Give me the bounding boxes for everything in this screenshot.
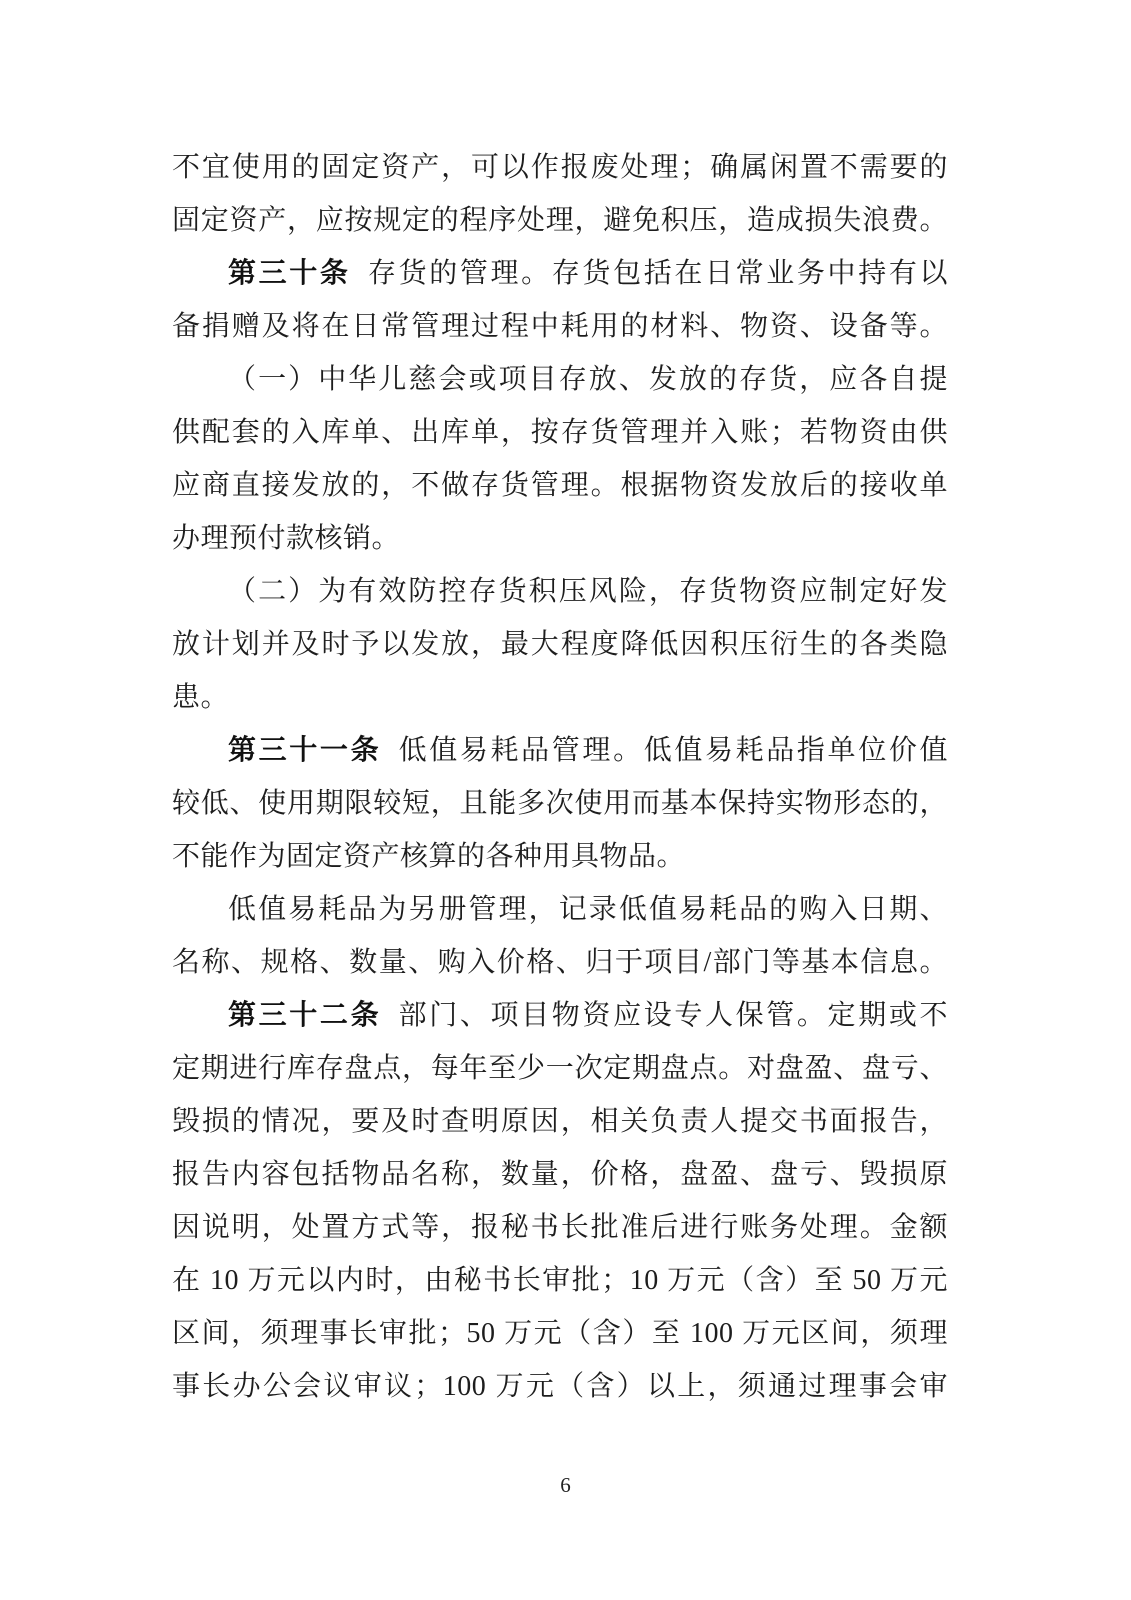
text-line: 办理预付款核销。 [172,523,401,554]
text-line-body: 部门、项目物资应设专人保管。定期或不 [398,1000,948,1031]
page-number: 6 [560,1473,571,1497]
text-line: 不能作为固定资产核算的各种用具物品。 [172,841,686,872]
text-line: 患。 [172,682,230,713]
text-line: 名称、规格、数量、购入价格、归于项目/部门等基本信息。 [172,947,948,978]
text-line: 在 10 万元以内时，由秘书长审批；10 万元（含）至 50 万元 [172,1265,948,1296]
text-line: 固定资产，应按规定的程序处理，避免积压，造成损失浪费。 [172,205,948,236]
text-line: 低值易耗品为另册管理，记录低值易耗品的购入日期、 [228,894,948,925]
text-line-body: 低值易耗品管理。低值易耗品指单位价值 [398,735,948,766]
text-line: （一）中华儿慈会或项目存放、发放的存货，应各自提 [228,364,948,395]
text-line: 不宜使用的固定资产，可以作报废处理；确属闲置不需要的 [172,152,948,183]
text-line: 应商直接发放的，不做存货管理。根据物资发放后的接收单 [172,470,948,501]
text-line: 事长办公会议审议；100 万元（含）以上，须通过理事会审 [172,1371,948,1402]
text-line: 放计划并及时予以发放，最大程度降低因积压衍生的各类隐 [172,629,948,660]
article-32-heading: 第三十二条 [228,1000,382,1031]
text-line: 供配套的入库单、出库单，按存货管理并入账；若物资由供 [172,417,948,448]
text-line: 备捐赠及将在日常管理过程中耗用的材料、物资、设备等。 [172,311,948,342]
text-line: 因说明，处置方式等，报秘书长批准后进行账务处理。金额 [172,1212,948,1243]
text-line [172,989,948,1042]
text-line-body: 存货的管理。存货包括在日常业务中持有以 [367,258,948,289]
text-line [172,247,948,300]
text-line: （二）为有效防控存货积压风险，存货物资应制定好发 [228,576,948,607]
text-line: 毁损的情况，要及时查明原因，相关负责人提交书面报告， [172,1106,948,1137]
text-line: 较低、使用期限较短，且能多次使用而基本保持实物形态的， [172,788,948,819]
text-line: 区间，须理事长审批；50 万元（含）至 100 万元区间，须理 [172,1318,948,1349]
text-line: 定期进行库存盘点，每年至少一次定期盘点。对盘盈、盘亏、 [172,1053,948,1084]
article-31-heading: 第三十一条 [228,735,382,766]
article-30-heading: 第三十条 [228,258,351,289]
text-line [172,724,948,777]
document-body [172,141,948,1413]
text-line: 报告内容包括物品名称，数量，价格，盘盈、盘亏、毁损原 [172,1159,948,1190]
